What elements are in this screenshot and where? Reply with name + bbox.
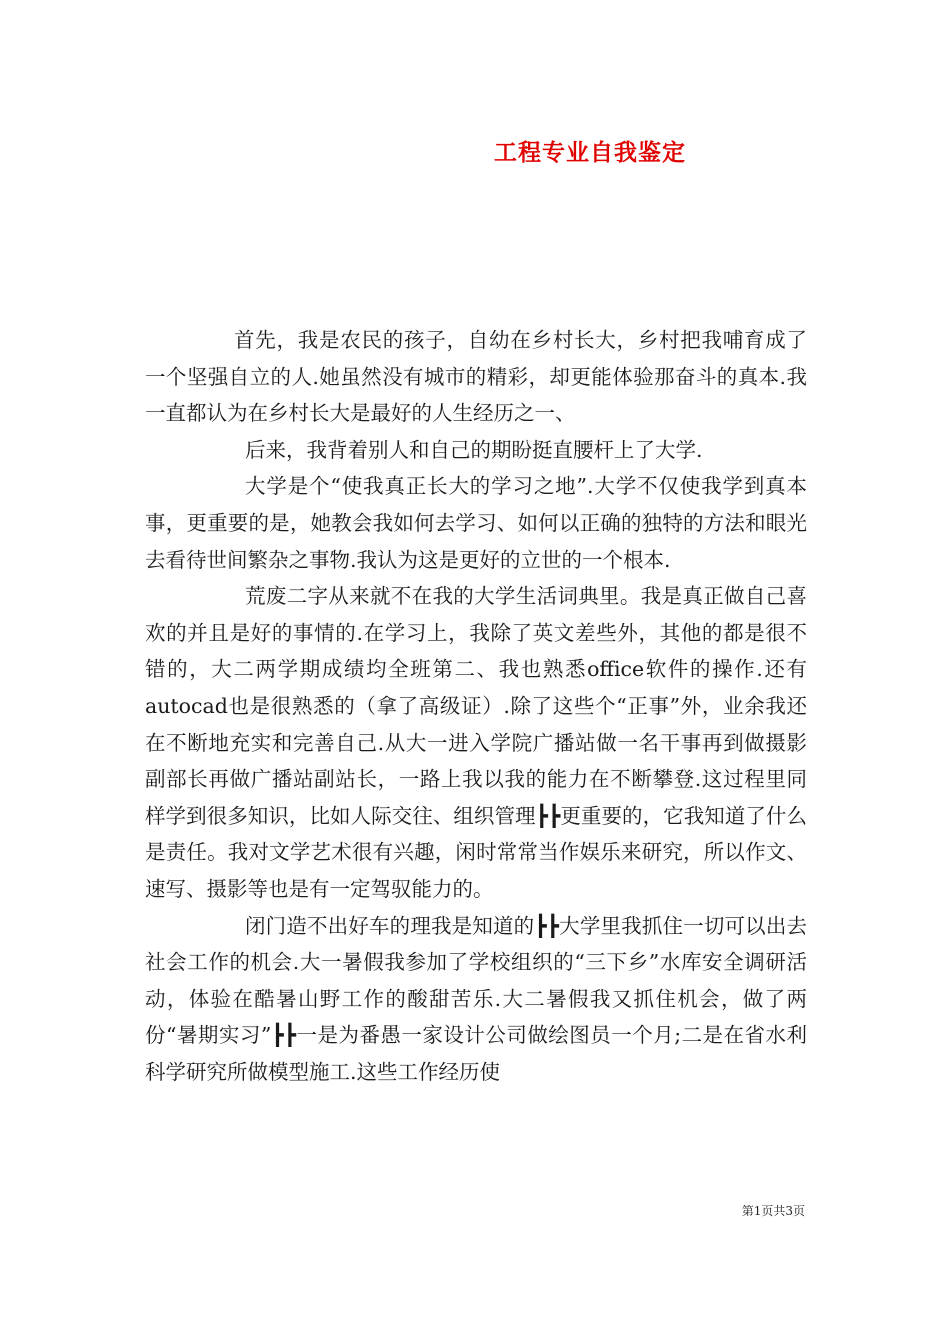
- paragraph-3: 大学是个“使我真正长大的学习之地”.大学不仅使我学到真本事，更重要的是，她教会我如何去学习、如何以正确的独特的方法和眼光去看待世间繁杂之事物.我认为这是更好的立世的一个根本.: [145, 474, 807, 572]
- page-number: 第1页共3页: [741, 1204, 805, 1218]
- paragraph-2: 后来，我背着别人和自己的期盼挺直腰杆上了大学.: [245, 437, 703, 462]
- paragraph-5: 闭门造不出好车的理我是知道的┣┣大学里我抓住一切可以出去社会工作的机会.大一暑假我参加了学校组织的“三下乡”水库安全调研活动，体验在酷暑山野工作的酸甜苦乐.大二暑假我又抓住机会，做了两份“暑期实习”┣┣一是为番愚一家设计公司做绘图员一个月;二是在省水利科学研究所做模型施工.这些工作经历使: [145, 913, 807, 1084]
- paragraph-1: 首先，我是农民的孩子，自幼在乡村长大，乡村把我哺育成了一个坚强自立的人.她虽然没有城市的精彩，却更能体验那奋斗的真本.我一直都认为在乡村长大是最好的人生经历之一、: [145, 328, 807, 426]
- paragraph-4: 荒废二字从来就不在我的大学生活词典里。我是真正做自己喜欢的并且是好的事情的.在学习上，我除了英文差些外，其他的都是很不错的，大二两学期成绩均全班第二、我也熟悉office软件的操作.还有autocad也是很熟悉的（拿了高级证）.除了这些个“正事”外，业余我还在不断地充实和完善自己.从大一进入学院广播站做一名干事再到做摄影副部长再做广播站副站长，一路上我以我的能力在不断攀登.这过程里同样学到很多知识，比如人际交往、组织管理┣┣更重要的，它我知道了什么是责任。我对文学艺术很有兴趣，闲时常常当作娱乐来研究，所以作文、速写、摄影等也是有一定驾驭能力的。: [145, 584, 807, 901]
- document-title: 工程专业自我鉴定: [494, 140, 686, 166]
- document-body: [145, 322, 807, 1090]
